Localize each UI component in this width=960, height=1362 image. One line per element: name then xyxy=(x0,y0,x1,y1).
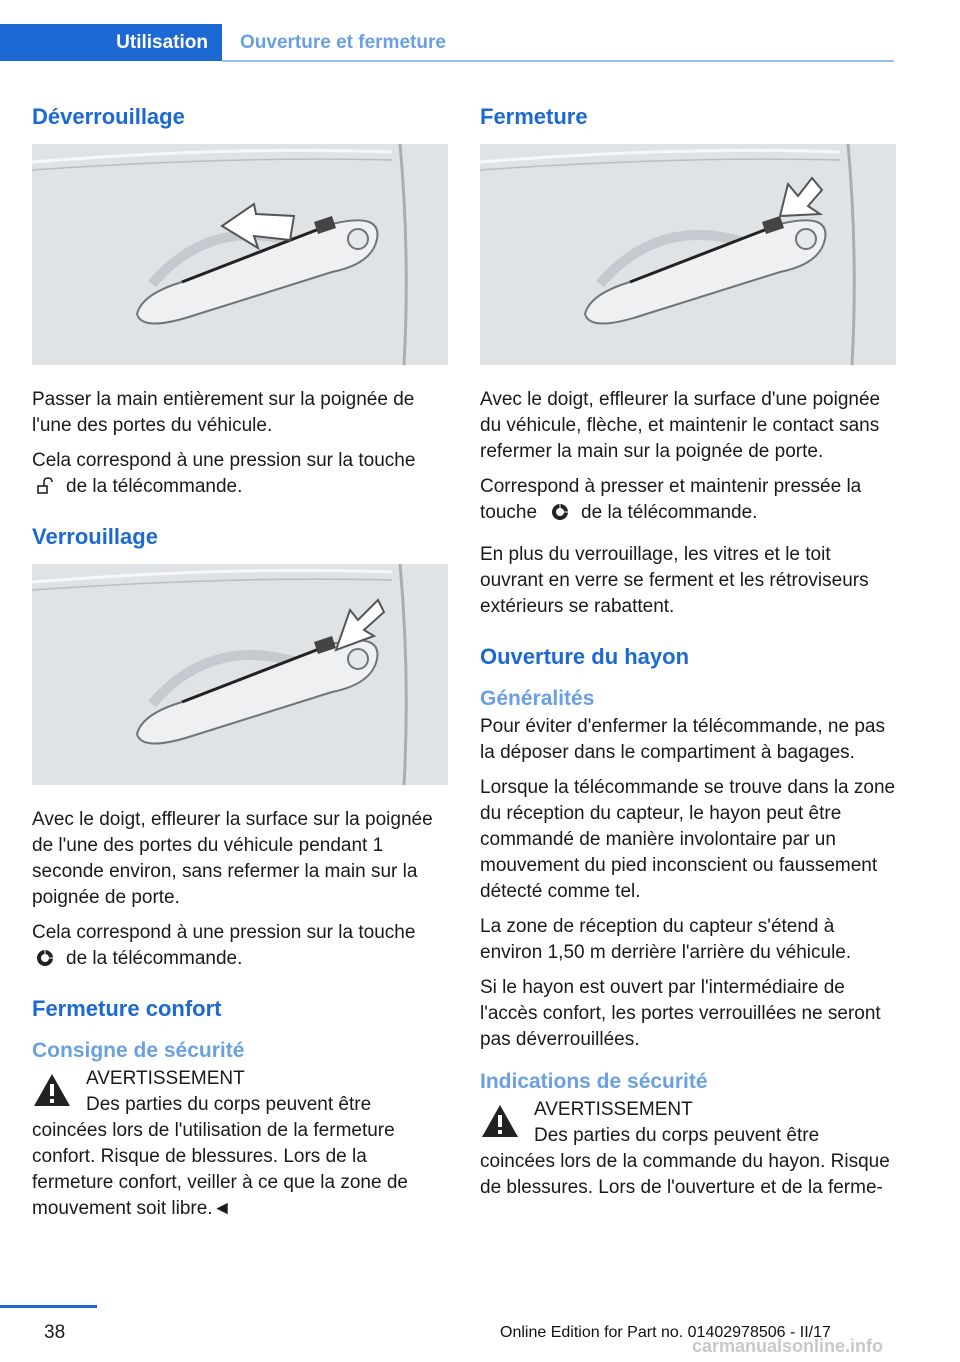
comfort-heading: Fermeture confort xyxy=(32,996,222,1021)
warning-label: AVERTISSEMENT xyxy=(534,1099,693,1120)
close-heading: Fermeture xyxy=(480,104,588,129)
section-tab: Utilisation xyxy=(0,24,222,61)
door-handle-close-figure xyxy=(480,144,896,365)
tailgate-text-2: Lorsque la télécommande se trouve dans la zone du réception du capteur, le hayon peut être commandé de manière involontaire par un mouvement du pied inconscient ou faussement détecté comme tel. xyxy=(480,777,896,902)
footer-rule xyxy=(0,1305,97,1308)
right-column xyxy=(480,100,896,1201)
page-number: 38 xyxy=(44,1322,66,1343)
tailgate-general-subheading: Généralités xyxy=(480,687,595,710)
warning-text: Des parties du corps peuvent être coincées lors de l'utilisation de la fermeture confort. Risque de blessures. Lors de la fermeture confort, veiller à ce que la zone de mouvement soit libre.◄ xyxy=(32,1094,408,1219)
tailgate-safety-subheading: Indications de sécurité xyxy=(480,1070,708,1093)
door-handle-unlock-figure xyxy=(32,144,448,365)
lock-key-icon xyxy=(551,503,569,521)
close-text-1: Avec le doigt, effleurer la surface d'une poignée du véhicule, flèche, et maintenir le contact sans refermer la main sur la poignée de porte. xyxy=(480,389,881,462)
lock-text-2: Cela correspond à une pression sur la touche de la télécommande. xyxy=(32,922,416,969)
tailgate-text-3: La zone de réception du capteur s'étend à environ 1,50 m derrière l'arrière du véhicule. xyxy=(480,916,852,963)
lock-text-1: Avec le doigt, effleurer la surface sur la poignée de l'une des portes du véhicule pendant 1 seconde environ, sans refermer la main sur la poignée de porte. xyxy=(32,809,433,908)
close-text-2: Correspond à presser et maintenir pressée la touche de la télécommande. xyxy=(480,476,862,523)
warning-label: AVERTISSEMENT xyxy=(86,1068,245,1089)
warning-icon xyxy=(32,1072,72,1108)
tailgate-text-4: Si le hayon est ouvert par l'intermédiaire de l'accès confort, les portes verrouillées ne seront pas déverrouillées. xyxy=(480,977,881,1050)
unlock-heading: Déverrouillage xyxy=(32,104,185,129)
close-text-3: En plus du verrouillage, les vitres et le toit ouvrant en verre se ferment et les rétroviseurs extérieurs se rabattent. xyxy=(480,544,869,617)
lock-heading: Verrouillage xyxy=(32,524,158,549)
header-rule xyxy=(222,60,894,62)
comfort-subheading: Consigne de sécurité xyxy=(32,1039,245,1062)
unlock-text-2: Cela correspond à une pression sur la touche de la télécommande. xyxy=(32,450,416,497)
door-handle-lock-figure xyxy=(32,564,448,785)
edition-line: Online Edition for Part no. 01402978506 - II/17 xyxy=(500,1324,831,1341)
tailgate-text-1: Pour éviter d'enfermer la télécommande, ne pas la déposer dans le compartiment à bagages. xyxy=(480,716,885,763)
unlock-key-icon xyxy=(36,477,54,495)
tailgate-warning xyxy=(480,1097,896,1201)
tailgate-heading: Ouverture du hayon xyxy=(480,644,690,669)
warning-icon xyxy=(480,1103,520,1139)
chapter-tab: Ouverture et fermeture xyxy=(240,32,446,53)
warning-text: Des parties du corps peuvent être coincées lors de la commande du hayon. Risque de blessures. Lors de l'ouverture et de la ferme- xyxy=(480,1125,890,1198)
lock-key-icon xyxy=(36,949,54,967)
watermark: carmanualsonline.info xyxy=(692,1336,884,1356)
page-header xyxy=(0,24,960,61)
unlock-text-1: Passer la main entièrement sur la poignée de l'une des portes du véhicule. xyxy=(32,389,415,436)
comfort-warning xyxy=(32,1066,448,1222)
left-column xyxy=(32,100,448,1222)
